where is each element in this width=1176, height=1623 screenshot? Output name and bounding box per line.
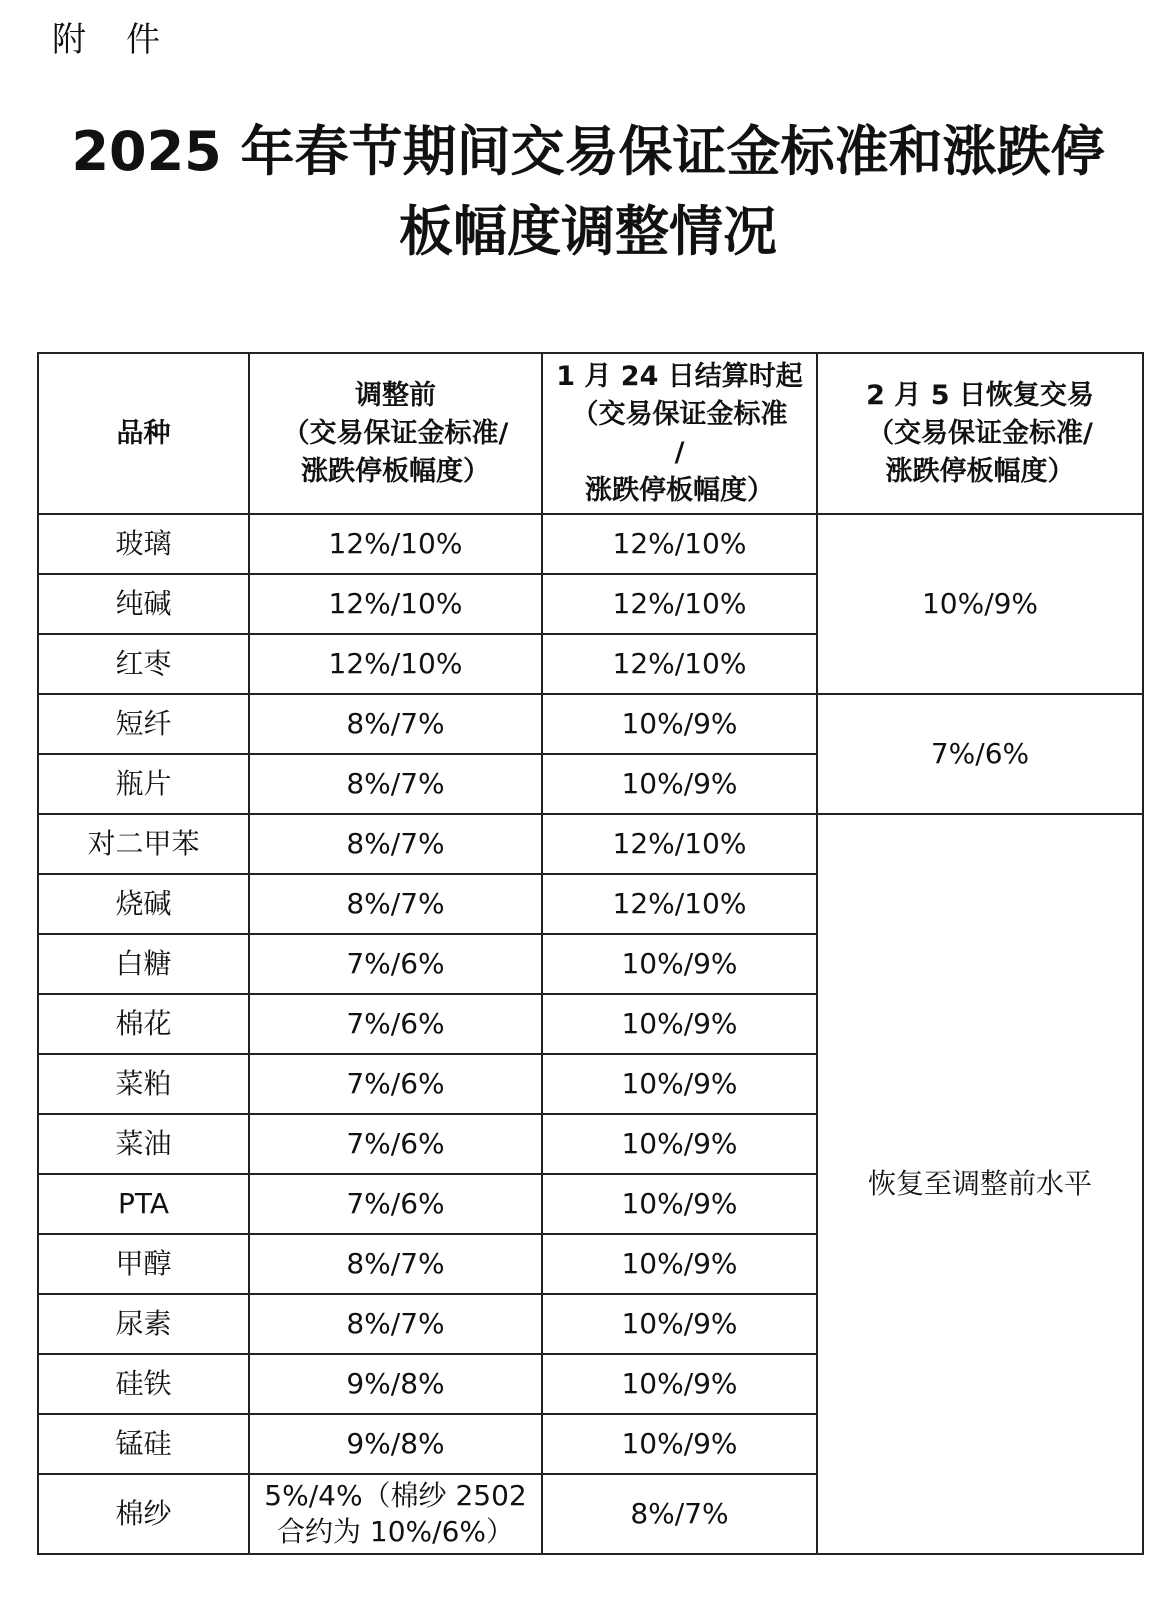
before-cell: 8%/7% [249, 1294, 542, 1354]
variety-cell: 菜粕 [38, 1054, 249, 1114]
jan24-cell: 12%/10% [542, 874, 817, 934]
before-cell: 7%/6% [249, 1054, 542, 1114]
jan24-cell: 10%/9% [542, 1294, 817, 1354]
variety-cell: 红枣 [38, 634, 249, 694]
header-before-line: 涨跌停板幅度） [301, 455, 490, 487]
jan24-cell: 10%/9% [542, 1114, 817, 1174]
before-cell: 8%/7% [249, 1234, 542, 1294]
before-cell: 8%/7% [249, 754, 542, 814]
header-before [249, 353, 542, 514]
jan24-cell: 10%/9% [542, 994, 817, 1054]
header-jan24 [542, 353, 817, 514]
header-before-line: 调整前 [355, 379, 436, 411]
jan24-cell: 10%/9% [542, 1414, 817, 1474]
jan24-cell: 10%/9% [542, 1354, 817, 1414]
before-cell: 12%/10% [249, 574, 542, 634]
table-row [38, 514, 1143, 574]
variety-cell: 锰硅 [38, 1414, 249, 1474]
header-feb5-line: （交易保证金标准/ [867, 417, 1093, 449]
variety-cell: 瓶片 [38, 754, 249, 814]
header-variety: 品种 [38, 353, 249, 514]
before-cell: 7%/6% [249, 1114, 542, 1174]
before-cell: 8%/7% [249, 874, 542, 934]
variety-cell: 菜油 [38, 1114, 249, 1174]
jan24-cell: 10%/9% [542, 1054, 817, 1114]
feb5-group-cell: 恢复至调整前水平 [817, 814, 1143, 1554]
attachment-label: 附件 [52, 20, 200, 60]
before-cell: 7%/6% [249, 994, 542, 1054]
variety-cell: 棉花 [38, 994, 249, 1054]
table-row [38, 694, 1143, 754]
before-cell: 9%/8% [249, 1414, 542, 1474]
jan24-cell: 8%/7% [542, 1474, 817, 1554]
jan24-cell: 10%/9% [542, 1174, 817, 1234]
before-cell: 12%/10% [249, 634, 542, 694]
table-header-row [38, 353, 1143, 514]
header-jan24-line: 涨跌停板幅度） [585, 474, 774, 506]
variety-cell: 纯碱 [38, 574, 249, 634]
variety-cell: 棉纱 [38, 1474, 249, 1554]
header-jan24-line: 1 月 24 日结算时起 [556, 360, 803, 392]
before-cell: 7%/6% [249, 1174, 542, 1234]
feb5-group-cell: 10%/9% [817, 514, 1143, 694]
before-cell: 8%/7% [249, 814, 542, 874]
before-cell-line: 5%/4%（棉纱 2502 [264, 1479, 527, 1512]
title-line-2: 板幅度调整情况 [399, 200, 777, 263]
variety-cell: 尿素 [38, 1294, 249, 1354]
variety-cell: 玻璃 [38, 514, 249, 574]
jan24-cell: 12%/10% [542, 634, 817, 694]
variety-cell: PTA [38, 1174, 249, 1234]
before-cell: 8%/7% [249, 694, 542, 754]
jan24-cell: 10%/9% [542, 1234, 817, 1294]
header-feb5-line: 2 月 5 日恢复交易 [866, 379, 1094, 411]
jan24-cell: 12%/10% [542, 814, 817, 874]
before-cell: 12%/10% [249, 514, 542, 574]
before-cell: 7%/6% [249, 934, 542, 994]
header-jan24-line: / [674, 436, 685, 468]
jan24-cell: 10%/9% [542, 694, 817, 754]
variety-cell: 白糖 [38, 934, 249, 994]
header-before-line: （交易保证金标准/ [282, 417, 509, 449]
variety-cell: 对二甲苯 [38, 814, 249, 874]
table-row [38, 814, 1143, 874]
variety-cell: 甲醇 [38, 1234, 249, 1294]
variety-cell: 硅铁 [38, 1354, 249, 1414]
jan24-cell: 12%/10% [542, 574, 817, 634]
jan24-cell: 12%/10% [542, 514, 817, 574]
jan24-cell: 10%/9% [542, 754, 817, 814]
document-title [0, 112, 1176, 272]
jan24-cell: 10%/9% [542, 934, 817, 994]
margin-adjustment-table [37, 352, 1144, 1555]
header-jan24-line: （交易保证金标准 [571, 398, 788, 430]
feb5-group-cell: 7%/6% [817, 694, 1143, 814]
variety-cell: 烧碱 [38, 874, 249, 934]
title-line-1: 2025 年春节期间交易保证金标准和涨跌停 [71, 120, 1105, 183]
header-feb5-line: 涨跌停板幅度） [885, 455, 1075, 487]
before-cell [249, 1474, 542, 1554]
before-cell-line: 合约为 10%/6%） [277, 1515, 514, 1548]
variety-cell: 短纤 [38, 694, 249, 754]
header-feb5 [817, 353, 1143, 514]
before-cell: 9%/8% [249, 1354, 542, 1414]
